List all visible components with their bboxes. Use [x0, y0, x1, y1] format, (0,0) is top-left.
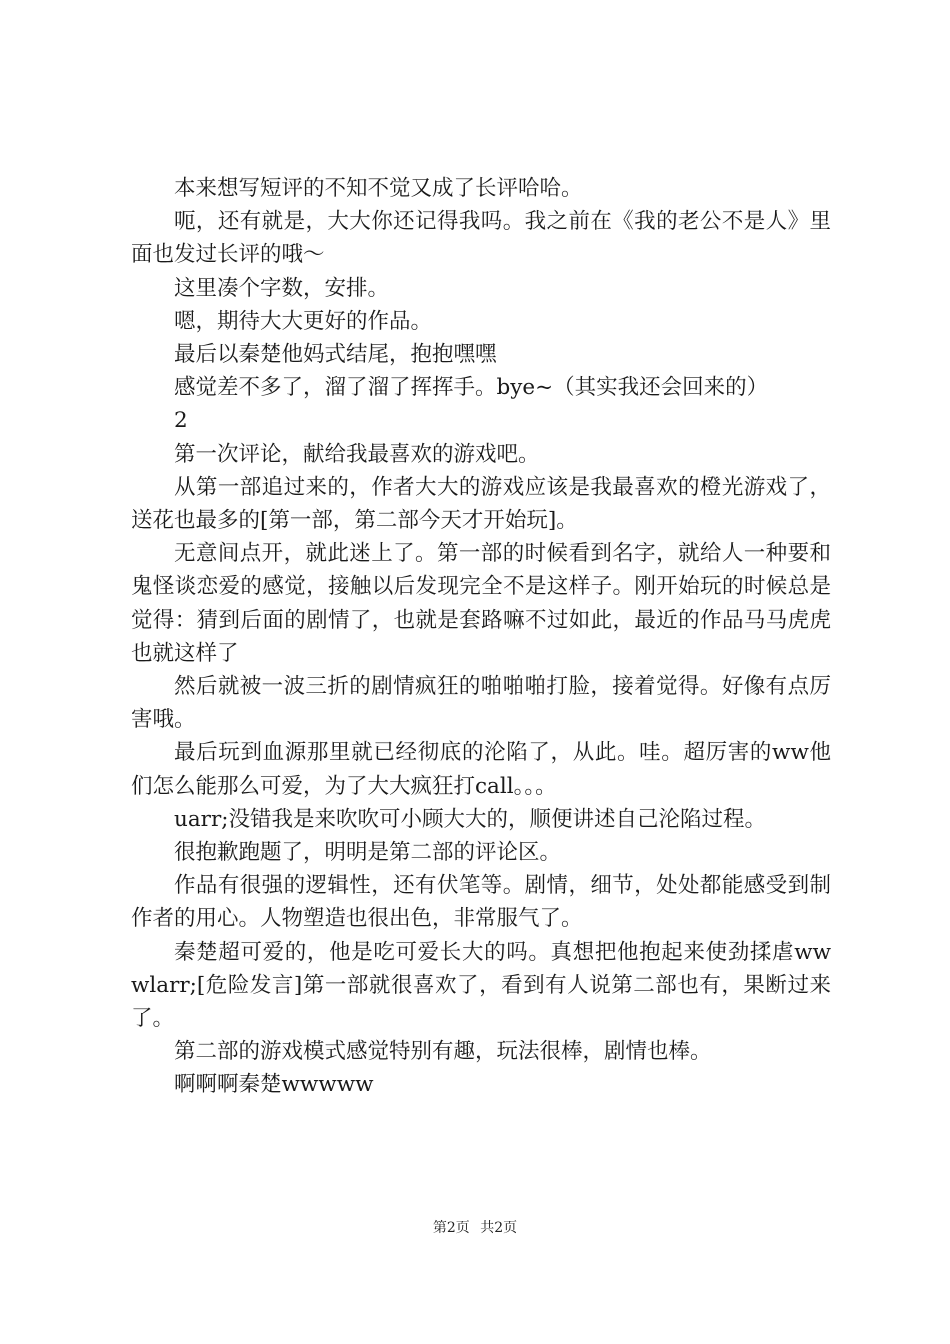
document-body — [131, 172, 831, 1102]
paragraph: 然后就被一波三折的剧情疯狂的啪啪啪打脸，接着觉得。好像有点厉害哦。 — [131, 674, 831, 733]
paragraph: 最后玩到血源那里就已经彻底的沦陷了，从此。哇。超厉害的ww他们怎么能那么可爱，为了大大疯狂打call。。。 — [131, 740, 831, 799]
page-total: 共2页 — [480, 1220, 518, 1236]
section-number: 2 — [174, 408, 188, 434]
paragraph: 作品有很强的逻辑性，还有伏笔等。剧情，细节，处处都能感受到制作者的用心。人物塑造也很出色，非常服气了。 — [131, 873, 831, 932]
paragraph: 第二部的游戏模式感觉特别有趣，玩法很棒，剧情也棒。 — [174, 1039, 712, 1065]
paragraph: 呃，还有就是，大大你还记得我吗。我之前在《我的老公不是人》里面也发过长评的哦～ — [131, 209, 831, 268]
paragraph: 本来想写短评的不知不觉又成了长评哈哈。 — [174, 176, 583, 201]
paragraph: 嗯，期待大大更好的作品。 — [174, 308, 433, 334]
paragraph: 从第一部追过来的，作者大大的游戏应该是我最喜欢的橙光游戏了，送花也最多的[第一部，第二部今天才开始玩]。 — [131, 474, 831, 534]
paragraph: 很抱歉跑题了，明明是第二部的评论区。 — [174, 840, 562, 866]
paragraph: 无意间点开，就此迷上了。第一部的时候看到名字，就给人一种要和鬼怪谈恋爱的感觉，接触以后发现完全不是这样子。刚开始玩的时候总是觉得：猜到后面的剧情了，也就是套路嘛不过如此，最近的作品马马虎虎也就这样了 — [131, 541, 831, 666]
paragraph: 秦楚超可爱的，他是吃可爱长大的吗。真想把他抱起来使劲揉虐wwwlarr;[危险发言]第一部就很喜欢了，看到有人说第二部也有，果断过来了。 — [131, 939, 831, 1032]
paragraph: 感觉差不多了，溜了溜了挥挥手。bye~（其实我还会回来的） — [174, 375, 769, 401]
paragraph: uarr;没错我是来吹吹可小顾大大的，顺便讲述自己沦陷过程。 — [174, 806, 766, 832]
page-number: 第2页 — [432, 1220, 470, 1236]
paragraph: 最后以秦楚他妈式结尾，抱抱嘿嘿 — [174, 342, 497, 368]
paragraph: 第一次评论，献给我最喜欢的游戏吧。 — [174, 441, 540, 467]
paragraph: 这里凑个字数，安排。 — [174, 275, 390, 301]
page-footer — [0, 1218, 950, 1238]
paragraph: 啊啊啊秦楚wwwww — [174, 1072, 374, 1098]
